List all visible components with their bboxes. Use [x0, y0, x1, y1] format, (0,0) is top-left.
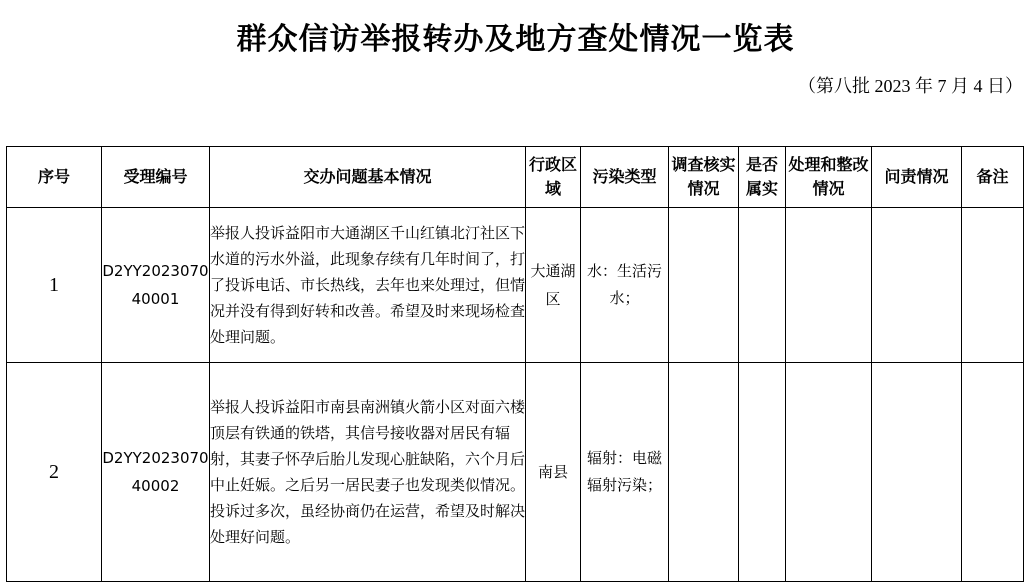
- page-title: 群众信访举报转办及地方查处情况一览表: [236, 22, 795, 57]
- cell-code: D2YY202307040001: [102, 208, 210, 363]
- cell-accountability: [872, 363, 962, 582]
- cell-investigation: [669, 208, 739, 363]
- header-pollution-type: 污染类型: [581, 147, 669, 208]
- table-row: [7, 208, 1024, 363]
- cell-description: 举报人投诉益阳市南县南洲镇火箭小区对面六楼顶层有铁通的铁塔，其信号接收器对居民有辐射，其妻子怀孕后胎儿发现心脏缺陷，六个月后中止妊娠。之后另一居民妻子也发现类似情况。投诉过多次，虽经协商仍在运营，希望及时解决处理好问题。: [210, 363, 526, 582]
- cell-code: D2YY202307040002: [102, 363, 210, 582]
- batch-date-label: （第八批 2023 年 7 月 4 日）: [798, 76, 1023, 96]
- cell-seq: 1: [7, 208, 102, 363]
- cell-remarks: [962, 363, 1024, 582]
- table-header-row: [7, 147, 1024, 208]
- cell-seq: 2: [7, 363, 102, 582]
- cell-region: 大通湖区: [526, 208, 581, 363]
- header-remarks: 备注: [962, 147, 1024, 208]
- cell-region: 南县: [526, 363, 581, 582]
- cell-pollution-type: 辐射：电磁辐射污染；: [581, 363, 669, 582]
- cell-description: 举报人投诉益阳市大通湖区千山红镇北汀社区下水道的污水外溢，此现象存续有几年时间了，打了投诉电话、市长热线，去年也来处理过，但情况并没有得到好转和改善。希望及时来现场检查处理问题。: [210, 208, 526, 363]
- cell-verified: [739, 208, 786, 363]
- header-seq: 序号: [7, 147, 102, 208]
- header-description: 交办问题基本情况: [210, 147, 526, 208]
- cell-verified: [739, 363, 786, 582]
- cell-accountability: [872, 208, 962, 363]
- header-investigation: 调查核实情况: [669, 147, 739, 208]
- cell-pollution-type: 水：生活污水；: [581, 208, 669, 363]
- header-code: 受理编号: [102, 147, 210, 208]
- cell-remarks: [962, 208, 1024, 363]
- header-accountability: 问责情况: [872, 147, 962, 208]
- complaint-table: [6, 146, 1024, 582]
- header-region: 行政区域: [526, 147, 581, 208]
- cell-handling: [786, 363, 872, 582]
- cell-investigation: [669, 363, 739, 582]
- header-verified: 是否属实: [739, 147, 786, 208]
- header-handling: 处理和整改情况: [786, 147, 872, 208]
- table-row: [7, 363, 1024, 582]
- cell-handling: [786, 208, 872, 363]
